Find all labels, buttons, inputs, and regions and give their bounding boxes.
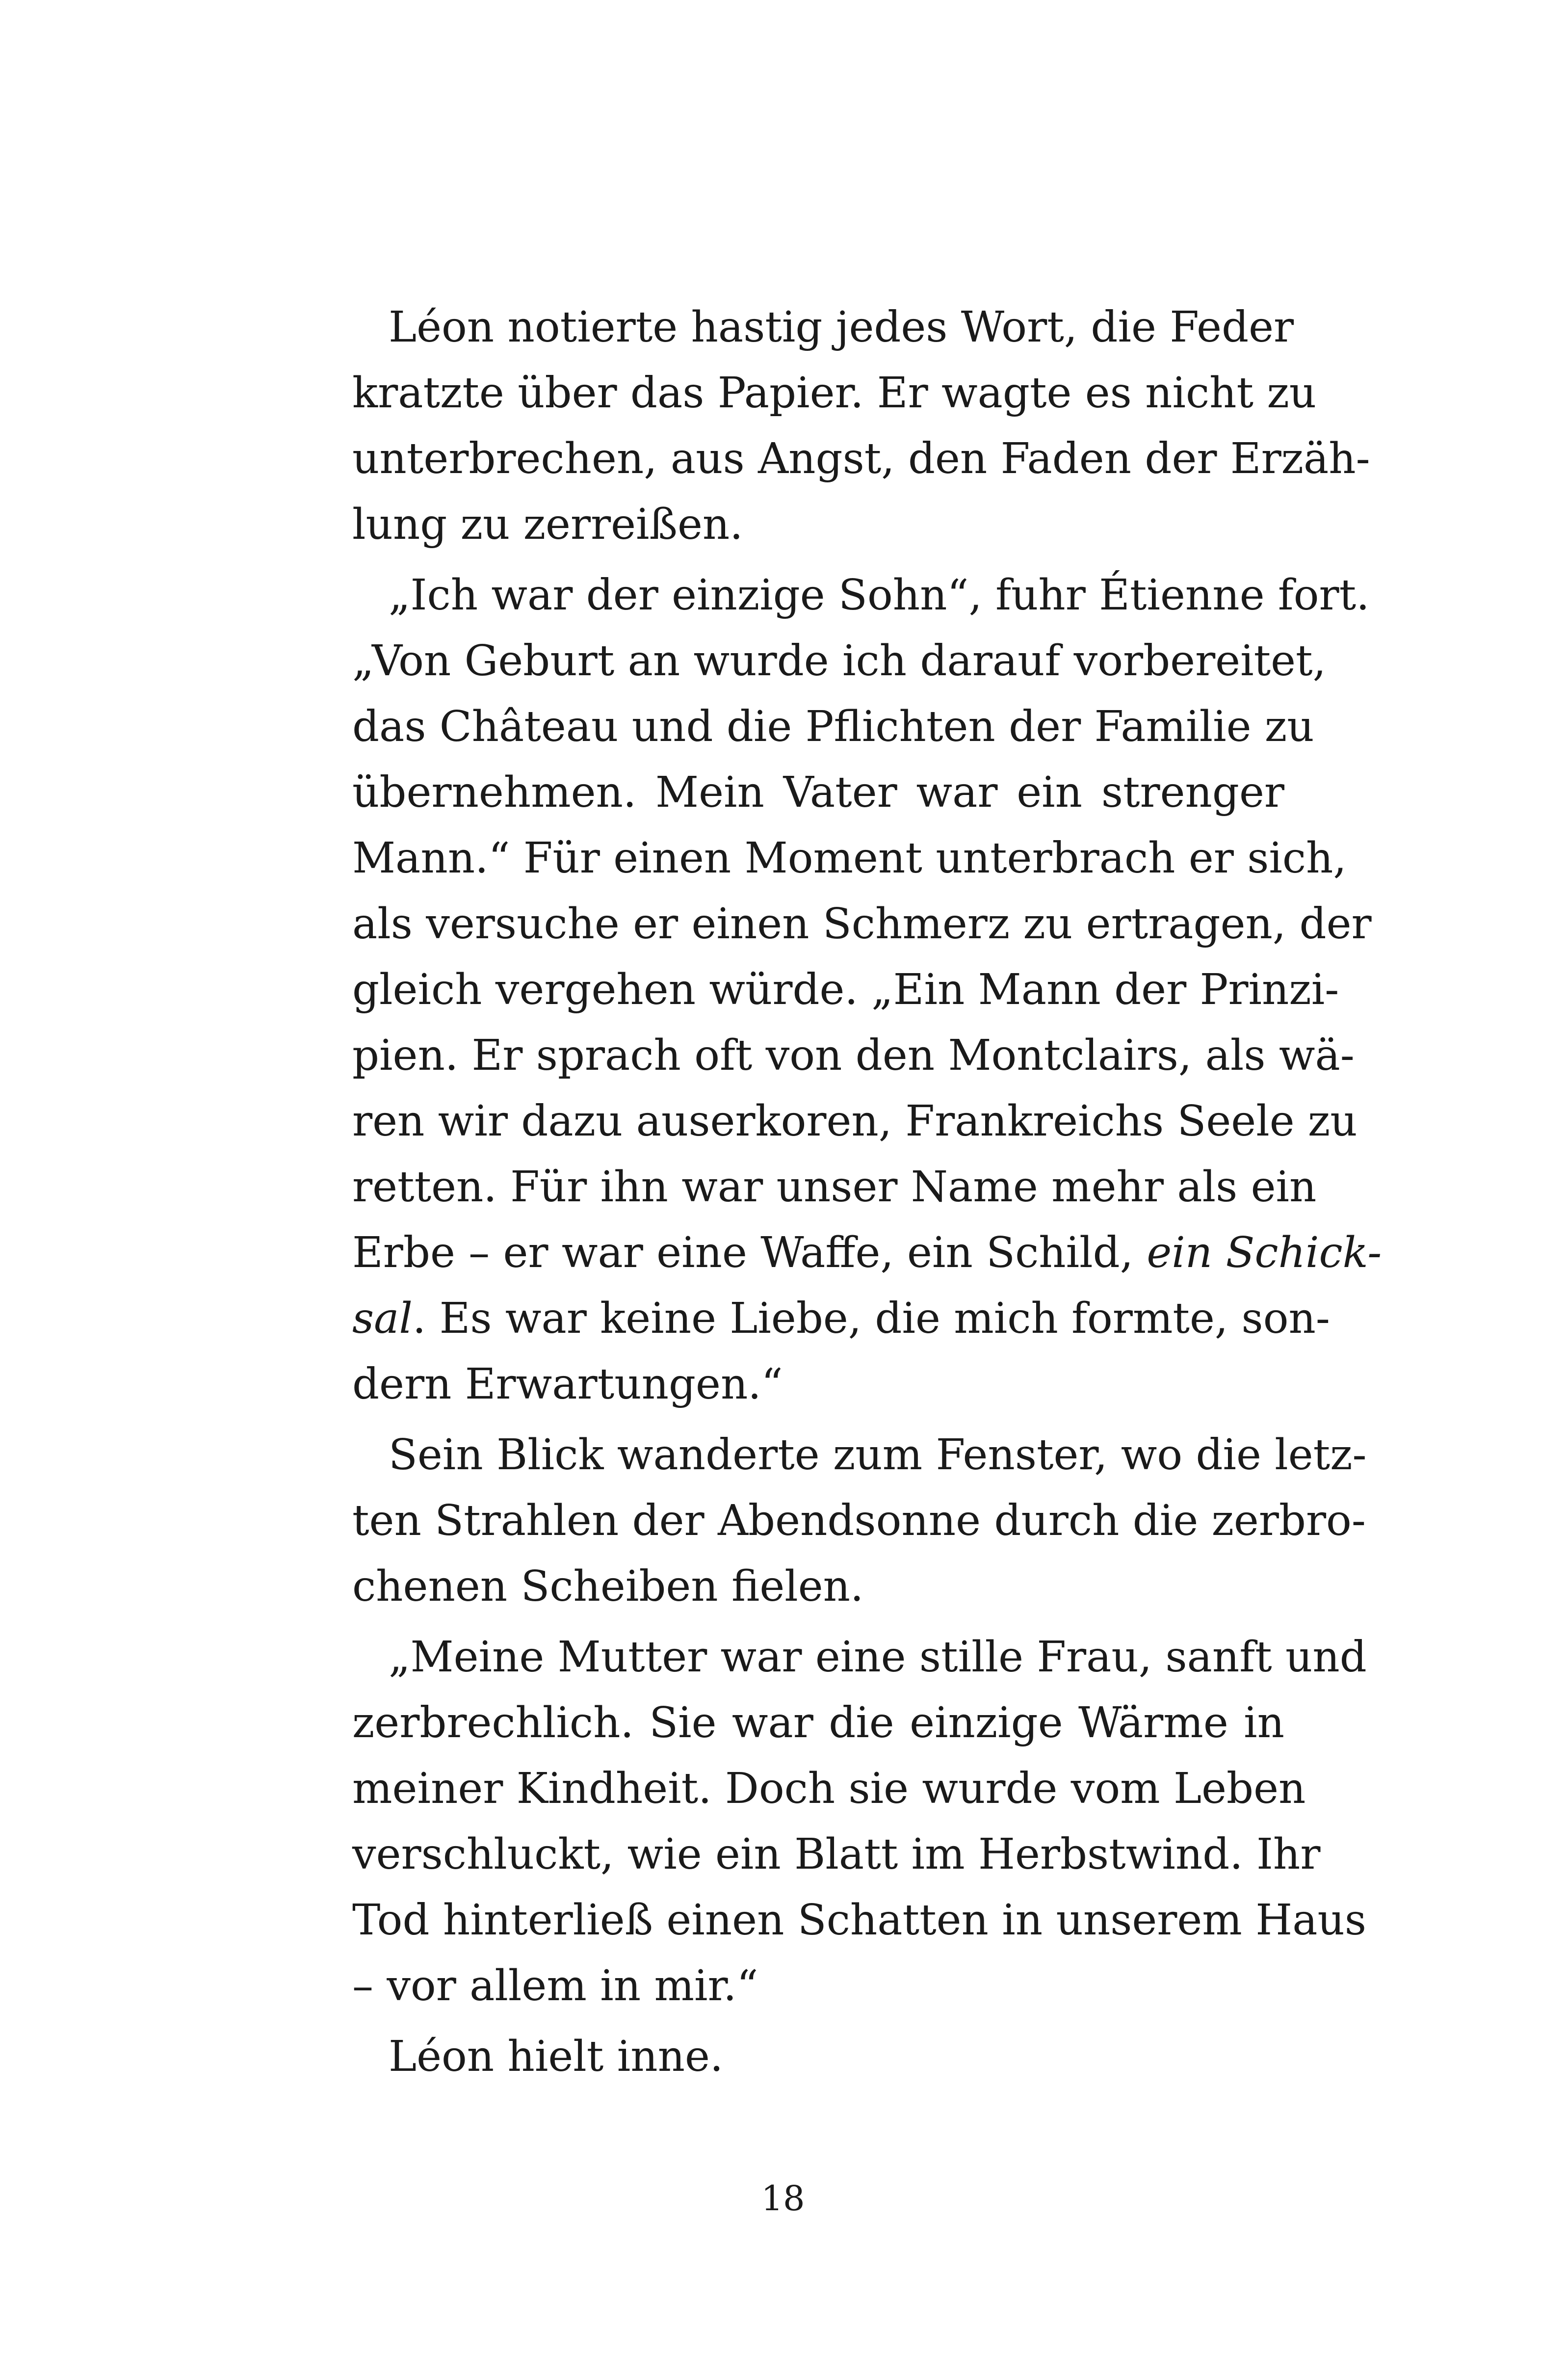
text-line: Sein Blick wanderte zum Fenster, wo die letz- (389, 1430, 1367, 1480)
text-line: Léon hielt inne. (389, 2032, 724, 2081)
page-number: 18 (761, 2178, 805, 2219)
text-line: „Meine Mutter war eine stille Frau, sanft und (389, 1633, 1367, 1682)
text-line: dern Erwartungen.“ (352, 1360, 783, 1409)
text-line: unterbrechen, aus Angst, den Faden der Erzäh- (352, 434, 1370, 483)
text-line: Tod hinterließ einen Schatten in unserem Haus (352, 1896, 1366, 1945)
text-line: pien. Er sprach oft von den Montclairs, als wä- (352, 1031, 1355, 1080)
text-line (352, 1286, 1330, 1351)
text-line: – vor allem in mir.“ (352, 1961, 758, 2010)
text-line: Léon notierte hastig jedes Wort, die Feder (389, 303, 1294, 352)
body-text (352, 294, 1382, 2089)
text-line: als versuche er einen Schmerz zu ertragen, der (352, 899, 1372, 949)
text-line: ten Strahlen der Abendsonne durch die zerbro- (352, 1496, 1366, 1545)
text-line: „Ich war der einzige Sohn“, fuhr Étienne fort. (389, 571, 1370, 620)
text-line: Mann.“ Für einen Moment unterbrach er sich, (352, 834, 1347, 883)
text-line: zerbrechlich. Sie war die einzige Wärme in (352, 1698, 1284, 1747)
text-line: kratzte über das Papier. Er wagte es nicht zu (352, 369, 1317, 418)
text-line: retten. Für ihn war unser Name mehr als ein (352, 1163, 1317, 1212)
text-line: lung zu zerreißen. (352, 500, 743, 549)
text-line: übernehmen. Mein Vater war ein strenger (352, 768, 1284, 817)
text-line: verschluckt, wie ein Blatt im Herbstwind. Ihr (352, 1830, 1321, 1879)
italic-text: sal (352, 1294, 413, 1343)
text-run: . Es war keine Liebe, die mich formte, son- (412, 1294, 1330, 1343)
text-line (352, 1220, 1382, 1286)
text-line: das Château und die Pflichten der Familie zu (352, 702, 1314, 751)
text-line: „Von Geburt an wurde ich darauf vorbereitet, (352, 636, 1326, 686)
text-line: gleich vergehen würde. „Ein Mann der Prinzi- (352, 965, 1339, 1014)
text-line: chenen Scheiben fielen. (352, 1562, 864, 1611)
text-line: ren wir dazu auserkoren, Frankreichs Seele zu (352, 1097, 1357, 1146)
text-run: Erbe – er war eine Waffe, ein Schild, (352, 1228, 1147, 1277)
italic-text: ein Schick- (1147, 1228, 1382, 1277)
text-line: meiner Kindheit. Doch sie wurde vom Leben (352, 1764, 1306, 1813)
